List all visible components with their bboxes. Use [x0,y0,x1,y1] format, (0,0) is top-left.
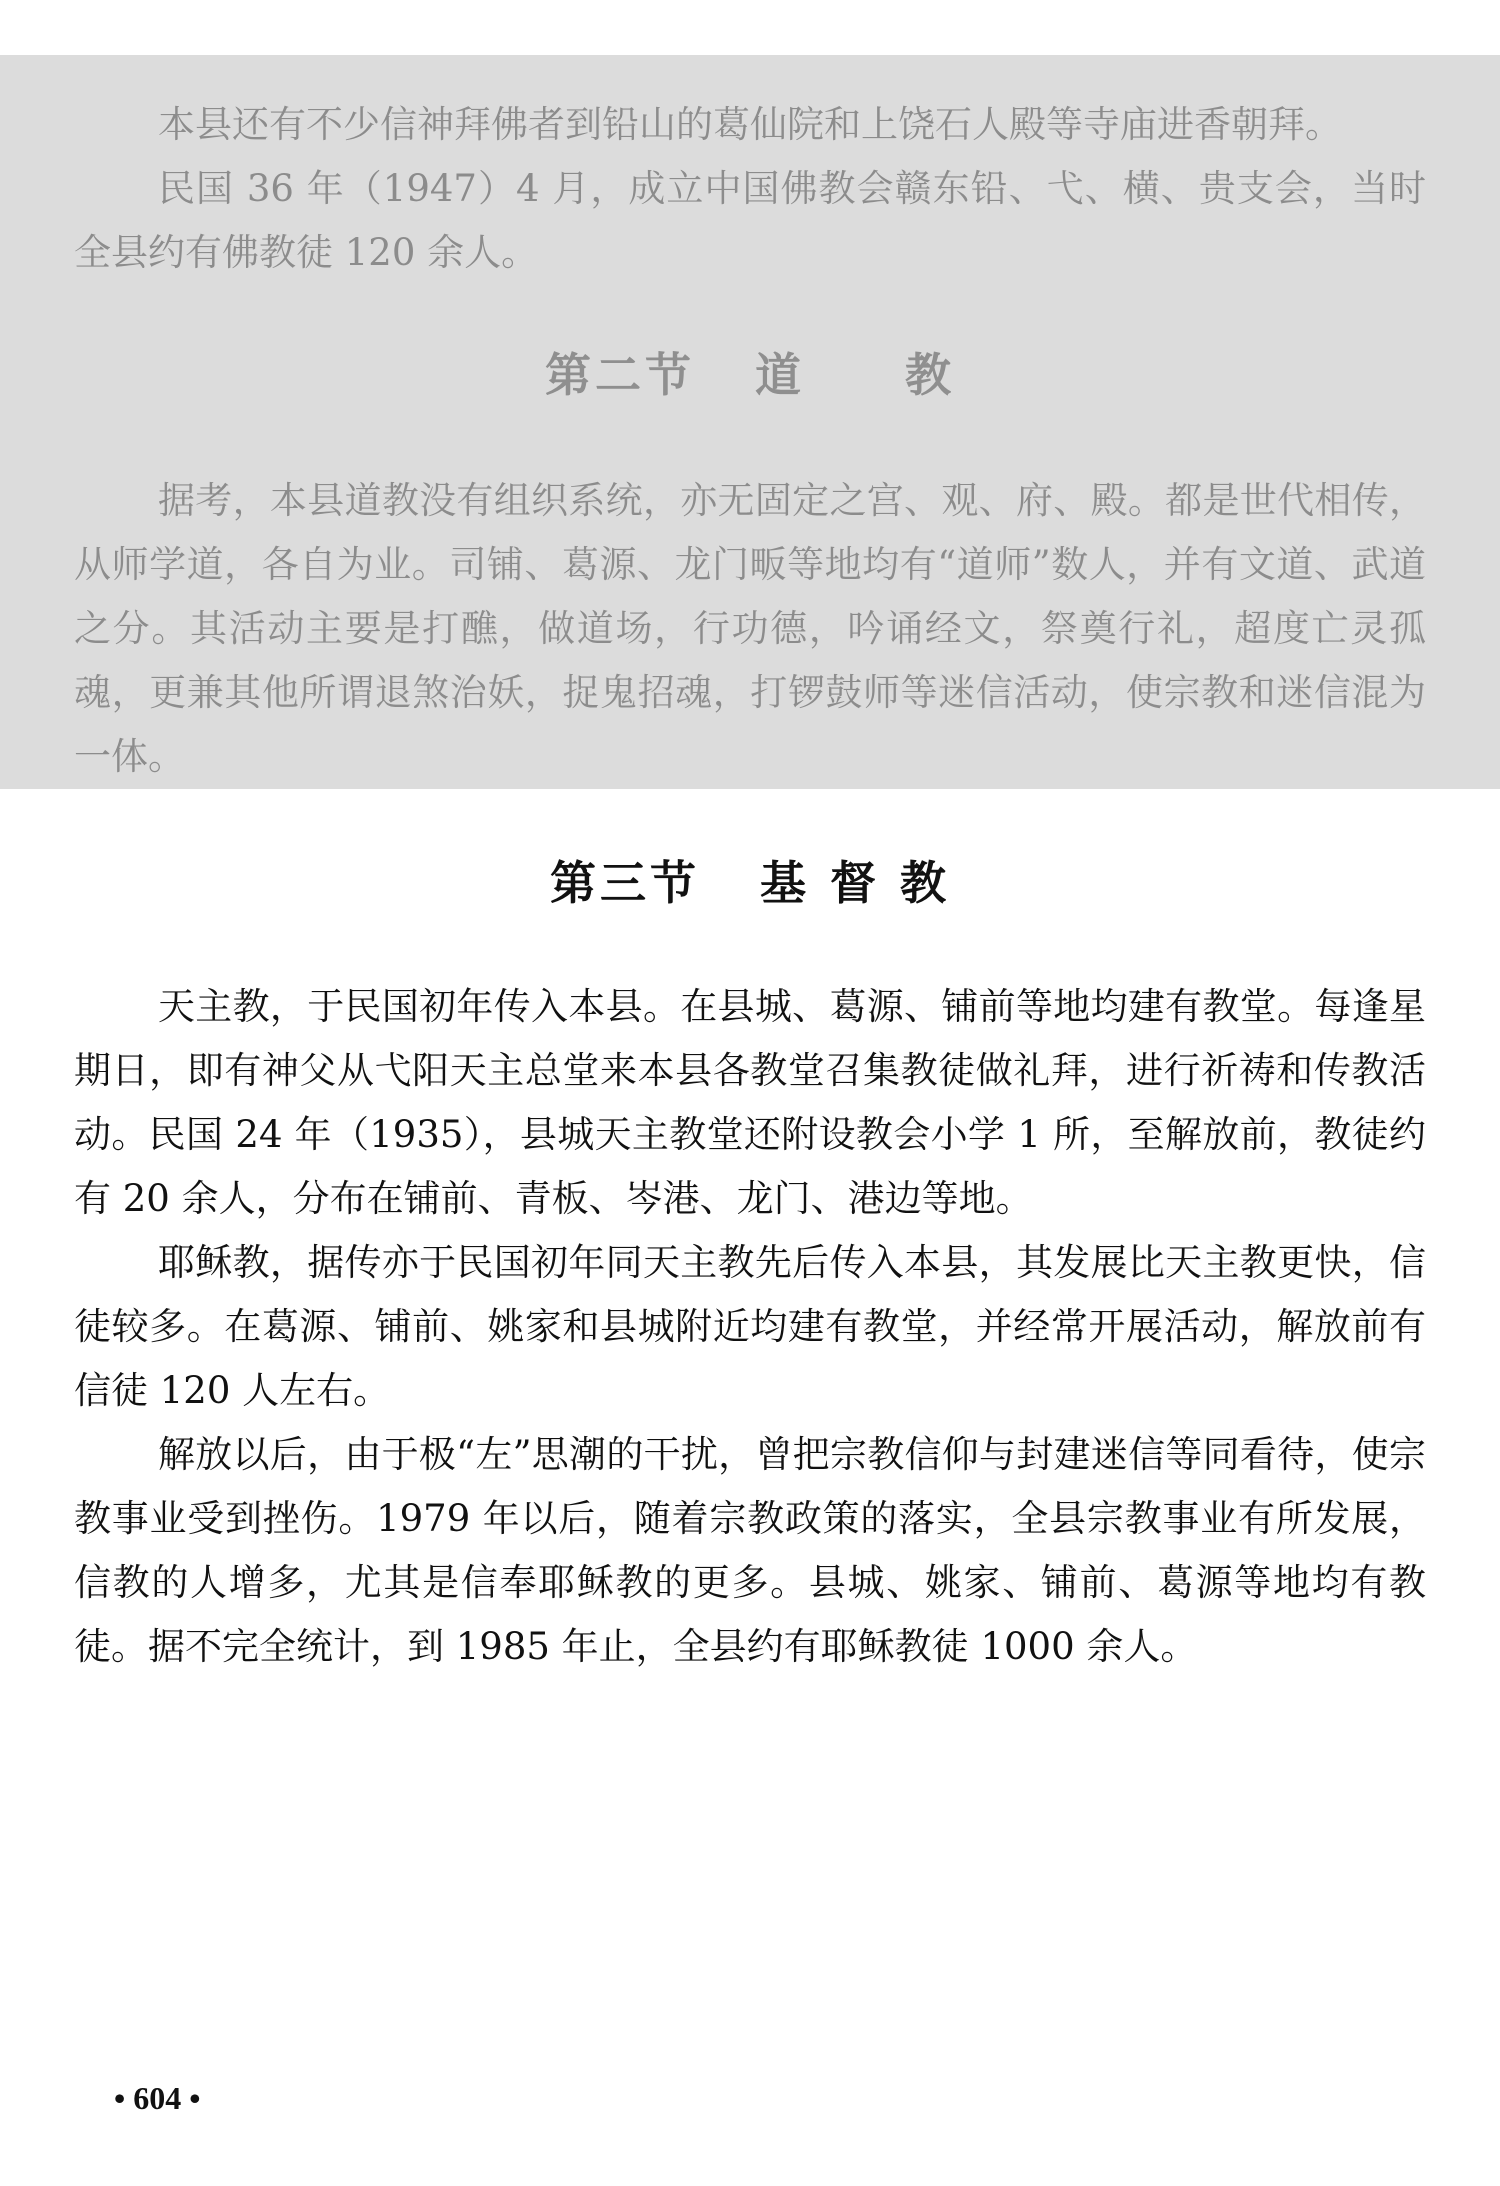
catholicism-paragraph: 天主教，于民国初年传入本县。在县城、葛源、铺前等地均建有教堂。每逢星期日，即有神父从弋阳天主总堂来本县各教堂召集教徒做礼拜，进行祈祷和传教活动。民国 24 年（1935），县城天主教堂还附设教会小学 1 所，至解放前，教徒约有 20 余人，分布在铺前、青板、岑港、龙门、港边等地。 [74,985,1426,1220]
faded-heading-title: 道 教 [755,348,955,402]
heading-title: 基 督 教 [759,856,951,910]
protestantism-paragraph: 耶稣教，据传亦于民国初年同天主教先后传入本县，其发展比天主教更快，信徒较多。在葛源、铺前、姚家和县城附近均建有教堂，并经常开展活动，解放前有信徒 120 人左右。 [74,1241,1426,1412]
faded-section-heading [0,345,1500,405]
post-liberation-paragraph: 解放以后，由于极“左”思潮的干扰，曾把宗教信仰与封建迷信等同看待，使宗教事业受到挫伤。1979 年以后，随着宗教政策的落实，全县宗教事业有所发展，信教的人增多，尤其是信奉耶稣教的更多。县城、姚家、铺前、葛源等地均有教徒。据不完全统计，到 1985 年止，全县约有耶稣教徒 1000 余人。 [74,1433,1426,1668]
faded-heading-number: 第二节 [545,348,695,402]
faded-paragraph-1: 本县还有不少信神拜佛者到铅山的葛仙院和上饶石人殿等寺庙进香朝拜。 [158,103,1342,146]
faded-taoism-paragraph: 据考，本县道教没有组织系统，亦无固定之宫、观、府、殿。都是世代相传，从师学道，各自为业。司铺、葛源、龙门畈等地均有“道师”数人，并有文道、武道之分。其活动主要是打醮，做道场，行功德，吟诵经文，祭奠行礼，超度亡灵孤魂，更兼其他所谓退煞治妖，捉鬼招魂，打锣鼓师等迷信活动，使宗教和迷信混为一体。 [74,479,1426,778]
section-heading [0,853,1500,913]
page-number: • 604 • [114,2080,201,2116]
heading-number: 第三节 [549,856,700,910]
faded-paragraph-2: 民国 36 年（1947）4 月，成立中国佛教会赣东铅、弋、横、贵支会，当时全县约有佛教徒 120 余人。 [74,167,1426,274]
